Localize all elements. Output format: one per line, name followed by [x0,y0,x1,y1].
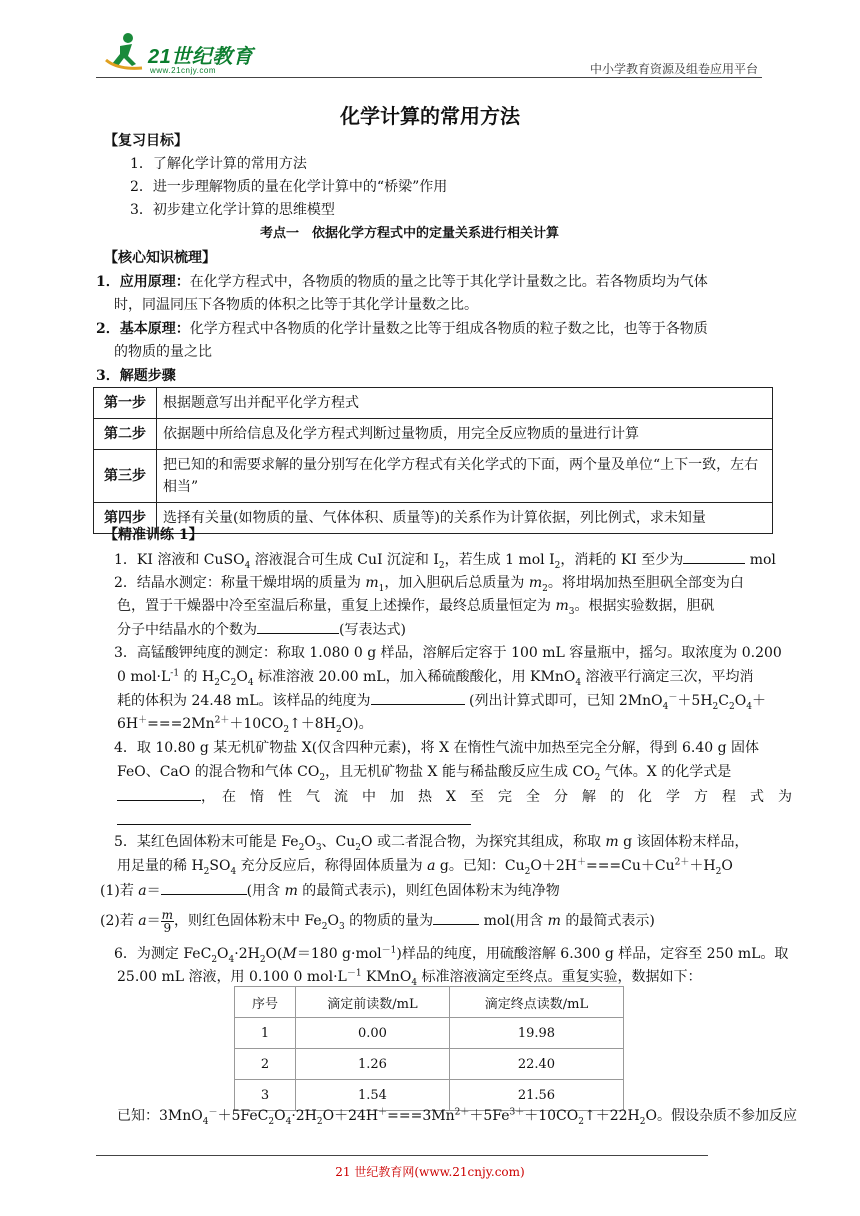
question-2-line2: 色，置于干燥器中冷至室温后称量，重复上述操作，最终总质量恒定为 $m_3$。根据实验数据，胆矾 [117,598,715,617]
question-5-line2: 用足量的稀 $H_2SO_4$ 充分反应后，称得固体质量为 a g。已知：$Cu_2O+2H^+===Cu+Cu^{2+}+H_2O$ [117,857,733,877]
answer-blank[interactable] [257,619,339,634]
question-4-line2: FeO、CaO 的混合物和气体 $CO_2$，且无机矿物盐 X 能与稀盐酸反应生成 $CO_2$ 气体。X 的化学式是 [117,764,732,783]
logo-url: www.21cnjy.com [150,66,216,75]
review-heading: 【复习目标】 [104,133,188,149]
known-equation: 已知：$3MnO_4^-+5FeC_2O_4\cdot 2H_2O+24H^+===3Mn^{2+}+5Fe^{3+}+10CO_2↑+22H_2O$。假设杂质不参加反应 [117,1107,797,1127]
answer-blank[interactable] [161,880,247,895]
footer-divider [96,1155,708,1156]
header-divider [96,77,762,78]
column-header: 滴定终点读数/mL [449,987,623,1018]
question-3-line1: 3．高锰酸钾纯度的测定：称取 1.080 0 g 样品，溶解后定容于 100 mL 容量瓶中，摇匀。取浓度为 0.200 [114,645,782,661]
core-p2-line2: 的物质的量之比 [114,344,212,360]
table-row [94,388,773,419]
question-4-line1: 4．取 10.80 g 某无机矿物盐 X(仅含四种元素)，将 X 在惰性气流中加热至完全分解，得到 6.40 g 固体 [114,740,759,756]
answer-blank[interactable] [117,824,471,825]
page-title: 化学计算的常用方法 [340,104,520,128]
step-key: 第三步 [94,450,157,503]
question-5-part2: (2)若 a＝ $\frac{m}{9}$ ，则红色固体粉末中 $Fe_2O_3$ 的物质的量为 mol(用含 m 的最简式表示) [100,907,655,935]
question-4-line3: ， 在 惰 性 气 流 中 加 热 X 至 完 全 分 解 的 化 学 方 程 式 为 [117,786,792,807]
answer-blank[interactable] [683,549,745,564]
core-heading: 【核心知识梳理】 [104,250,216,266]
practice-heading: 【精准训练 1】 [104,527,203,543]
core-p1-line2: 时，同温同压下各物质的体积之比等于其化学计量数之比。 [114,297,478,313]
table-row: 1 0.00 19.98 [235,1018,624,1049]
review-item: 1．了解化学计算的常用方法 [130,156,307,172]
table-header-row [235,987,624,1018]
footer-text: 21 世纪教育网(www.21cnjy.com) [335,1165,525,1179]
step-key: 第二步 [94,419,157,450]
core-p2-line1: 2．基本原理：化学方程式中各物质的化学计量数之比等于组成各物质的粒子数之比，也等于各物质 [96,321,708,337]
question-5-part1: (1)若 a＝ (用含 m 的最简式表示)，则红色固体粉末为纯净物 [100,880,560,901]
answer-blank[interactable] [117,786,201,801]
table-row [94,419,773,450]
question-2-line3: 分子中结晶水的个数为 (写表达式) [117,619,406,640]
table-row: 3 1.54 21.56 [235,1080,624,1111]
answer-blank[interactable] [371,690,465,705]
section-heading: 考点一 依据化学方程式中的定量关系进行相关计算 [260,226,560,241]
column-header: 滴定前读数/mL [296,987,450,1018]
question-6-line2: 25.00 mL 溶液，用 0.100 0 $mol\cdot L^{-1}$ KMnO$_4$ 标准溶液滴定至终点。重复实验，数据如下： [117,968,702,988]
core-p3-label: 3．解题步骤 [96,368,176,384]
step-text: 把已知的和需要求解的量分别写在化学方程式有关化学式的下面，两个量及单位“上下一致，左右相当” [157,450,773,503]
review-item: 2．进一步理解物质的量在化学计算中的“桥梁”作用 [130,179,448,195]
step-text: 选择有关量(如物质的量、气体体积、质量等)的关系作为计算依据，列比例式，求未知量 [157,503,773,534]
question-5-line1: 5．某红色固体粉末可能是 $Fe_2O_3$、$Cu_2O$ 或二者混合物，为探究其组成，称取 m g 该固体粉末样品， [114,834,749,853]
question-6-line1: 6．为测定 $FeC_2O_4\cdot 2H_2O(M=180$ g·mol$^{-1}$)样品的纯度，用硫酸溶解 6.300 g 样品，定容至 250 mL。取 [114,945,789,965]
question-3-line2: 0 $mol\cdot L^{-1}$ 的 $H_2C_2O_4$ 标准溶液 20.00 mL，加入稀硫酸酸化，用 KMnO$_4$ 溶液平行滴定三次，平均消 [117,668,754,688]
review-item: 3．初步建立化学计算的思维模型 [130,202,335,218]
titration-table [234,986,624,1111]
column-header: 序号 [235,987,296,1018]
step-text: 依据题中所给信息及化学方程式判断过量物质，用完全反应物质的量进行计算 [157,419,773,450]
answer-blank[interactable] [433,910,479,925]
header-platform-text: 中小学教育资源及组卷应用平台 [589,62,758,76]
logo-text: 21世纪教育 [148,46,254,68]
question-3-line4: $6H^+===2Mn^{2+}+10CO_2↑+8H_2O$)。 [117,715,373,735]
core-p1-line1: 1．应用原理：在化学方程式中，各物质的物质的量之比等于其化学计量数之比。若各物质均为气体 [96,274,708,290]
steps-table [93,387,773,534]
table-row: 2 1.26 22.40 [235,1049,624,1080]
question-2-line1: 2．结晶水测定：称量干燥坩埚的质量为 $m_1$，加入胆矾后总质量为 $m_2$。将坩埚加热至胆矾全部变为白 [114,575,744,594]
question-1: 1．KI 溶液和 CuSO$_4$ 溶液混合可生成 CuI 沉淀和 $I_2$，若生成 1 mol $I_2$，消耗的 KI 至少为 mol [114,549,776,570]
question-3-line3: 耗的体积为 24.48 mL。该样品的纯度为 (列出计算式即可，已知 $2MnO_4^-+5H_2C_2O_4+$ [117,690,766,711]
fraction: $\frac{m}{9}$ [161,907,174,935]
runner-icon [98,30,148,76]
step-text: 根据题意写出并配平化学方程式 [157,388,773,419]
step-key: 第四步 [94,503,157,534]
step-key: 第一步 [94,388,157,419]
table-row [94,450,773,503]
